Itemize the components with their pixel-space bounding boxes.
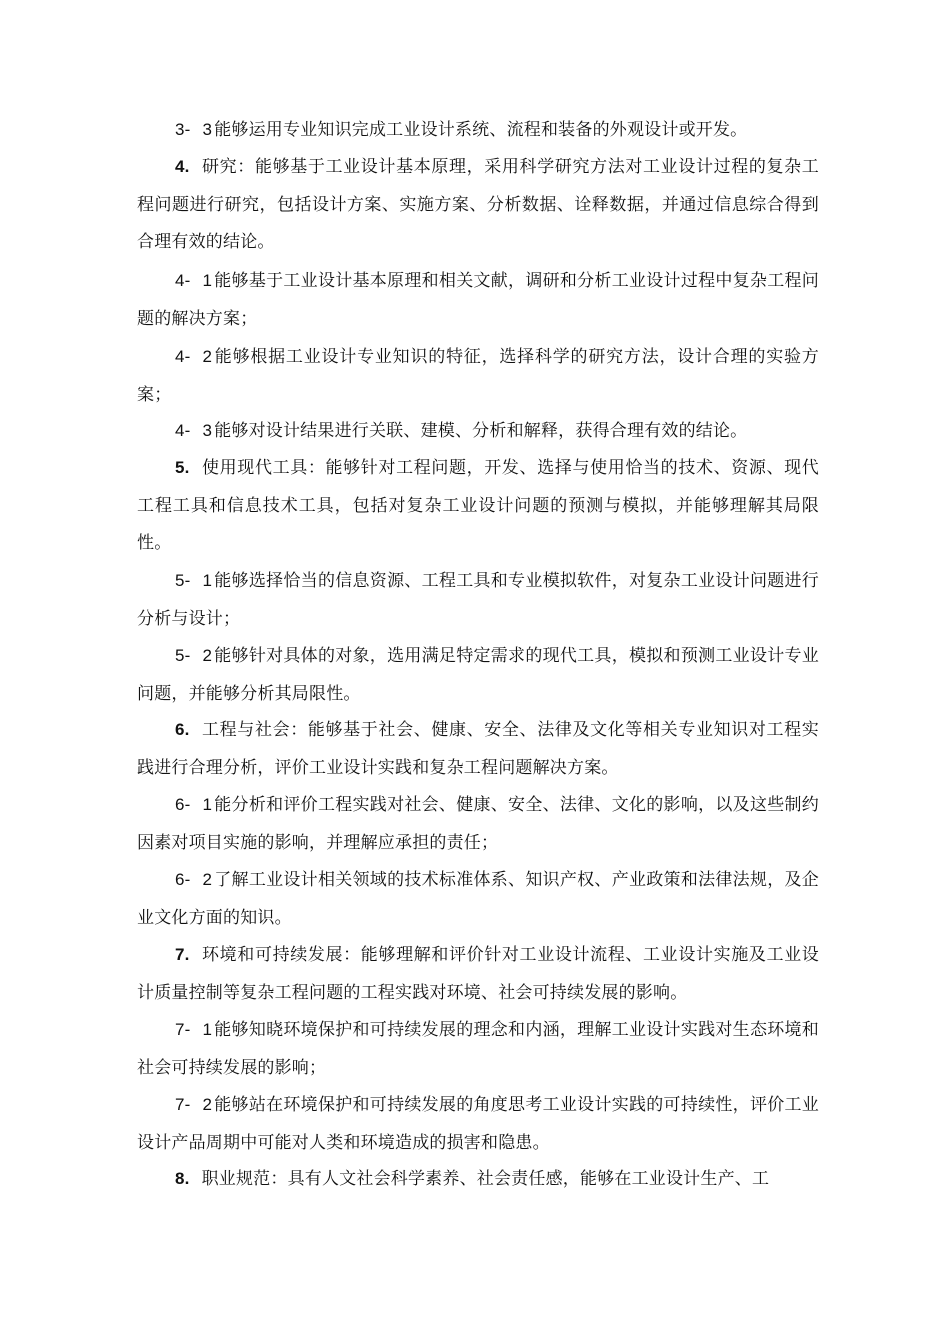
item-minor-number: 1 xyxy=(202,571,213,590)
item-number: 7. xyxy=(175,945,190,964)
paragraph-text: 能够选择恰当的信息资源、工程工具和专业模拟软件，对复杂工业设计问题进行分析与设计； xyxy=(137,571,819,629)
item-number: 8. xyxy=(175,1169,190,1188)
item-minor-number: 3 xyxy=(202,120,213,139)
item-minor-number: 1 xyxy=(202,1020,213,1039)
item-minor-number: 2 xyxy=(202,646,213,665)
paragraph-text: 研究：能够基于工业设计基本原理，采用科学研究方法对工业设计过程的复杂工程问题进行研究，包括设计方案、实施方案、分析数据、诠释数据，并通过信息综合得到合理有效的结论。 xyxy=(137,157,819,252)
item-major-number: 4- xyxy=(175,271,191,290)
paragraph-text: 使用现代工具：能够针对工程问题，开发、选择与使用恰当的技术、资源、现代工程工具和信息技术工具，包括对复杂工业设计问题的预测与模拟，并能够理解其局限性。 xyxy=(137,458,819,553)
item-minor-number: 2 xyxy=(202,347,213,366)
item-major-number: 4- xyxy=(175,347,191,366)
paragraph-text: 了解工业设计相关领域的技术标准体系、知识产权、产业政策和法律法规，及企业文化方面的知识。 xyxy=(137,870,819,928)
paragraph-5-2 xyxy=(137,637,819,713)
paragraph-text: 能够针对具体的对象，选用满足特定需求的现代工具，模拟和预测工业设计专业问题，并能够分析其局限性。 xyxy=(137,646,819,704)
item-number: 5. xyxy=(175,458,190,477)
item-major-number: 6- xyxy=(175,795,191,814)
paragraph-7-1 xyxy=(137,1011,819,1087)
paragraph-text: 能够站在环境保护和可持续发展的角度思考工业设计实践的可持续性，评价工业设计产品周期中可能对人类和环境造成的损害和隐患。 xyxy=(137,1095,819,1153)
item-number: 6. xyxy=(175,720,190,739)
paragraph-5 xyxy=(137,449,819,563)
paragraph-text: 能够知晓环境保护和可持续发展的理念和内涵，理解工业设计实践对生态环境和社会可持续发展的影响； xyxy=(137,1020,819,1078)
paragraph-5-1 xyxy=(137,562,819,638)
item-minor-number: 1 xyxy=(202,271,213,290)
item-minor-number: 2 xyxy=(202,870,213,889)
item-major-number: 6- xyxy=(175,870,191,889)
paragraph-text: 工程与社会：能够基于社会、健康、安全、法律及文化等相关专业知识对工程实践进行合理分析，评价工业设计实践和复杂工程问题解决方案。 xyxy=(137,720,819,778)
paragraph-4 xyxy=(137,148,819,262)
paragraph-4-1 xyxy=(137,262,819,338)
item-number: 4. xyxy=(175,157,190,176)
paragraph-4-3 xyxy=(137,412,819,451)
paragraph-text: 能够基于工业设计基本原理和相关文献，调研和分析工业设计过程中复杂工程问题的解决方案； xyxy=(137,271,819,329)
item-minor-number: 2 xyxy=(202,1095,213,1114)
paragraph-text: 职业规范：具有人文社会科学素养、社会责任感，能够在工业设计生产、工 xyxy=(201,1169,770,1189)
item-major-number: 3- xyxy=(175,120,191,139)
paragraph-7 xyxy=(137,936,819,1012)
paragraph-text: 能够根据工业设计专业知识的特征，选择科学的研究方法，设计合理的实验方案； xyxy=(137,347,819,405)
item-major-number: 4- xyxy=(175,421,191,440)
item-major-number: 7- xyxy=(175,1095,191,1114)
paragraph-3-3 xyxy=(137,111,819,150)
paragraph-text: 能分析和评价工程实践对社会、健康、安全、法律、文化的影响，以及这些制约因素对项目实施的影响，并理解应承担的责任； xyxy=(137,795,819,853)
item-major-number: 5- xyxy=(175,646,191,665)
paragraph-8 xyxy=(137,1160,819,1199)
item-major-number: 7- xyxy=(175,1020,191,1039)
paragraph-6-1 xyxy=(137,786,819,862)
paragraph-4-2 xyxy=(137,338,819,414)
paragraph-6 xyxy=(137,711,819,787)
item-minor-number: 3 xyxy=(202,421,213,440)
paragraph-text: 环境和可持续发展：能够理解和评价针对工业设计流程、工业设计实施及工业设计质量控制等复杂工程问题的工程实践对环境、社会可持续发展的影响。 xyxy=(137,945,819,1003)
paragraph-text: 能够运用专业知识完成工业设计系统、流程和装备的外观设计或开发。 xyxy=(214,120,748,140)
item-minor-number: 1 xyxy=(202,795,213,814)
paragraph-6-2 xyxy=(137,861,819,937)
item-major-number: 5- xyxy=(175,571,191,590)
paragraph-text: 能够对设计结果进行关联、建模、分析和解释，获得合理有效的结论。 xyxy=(214,421,748,441)
paragraph-7-2 xyxy=(137,1086,819,1162)
